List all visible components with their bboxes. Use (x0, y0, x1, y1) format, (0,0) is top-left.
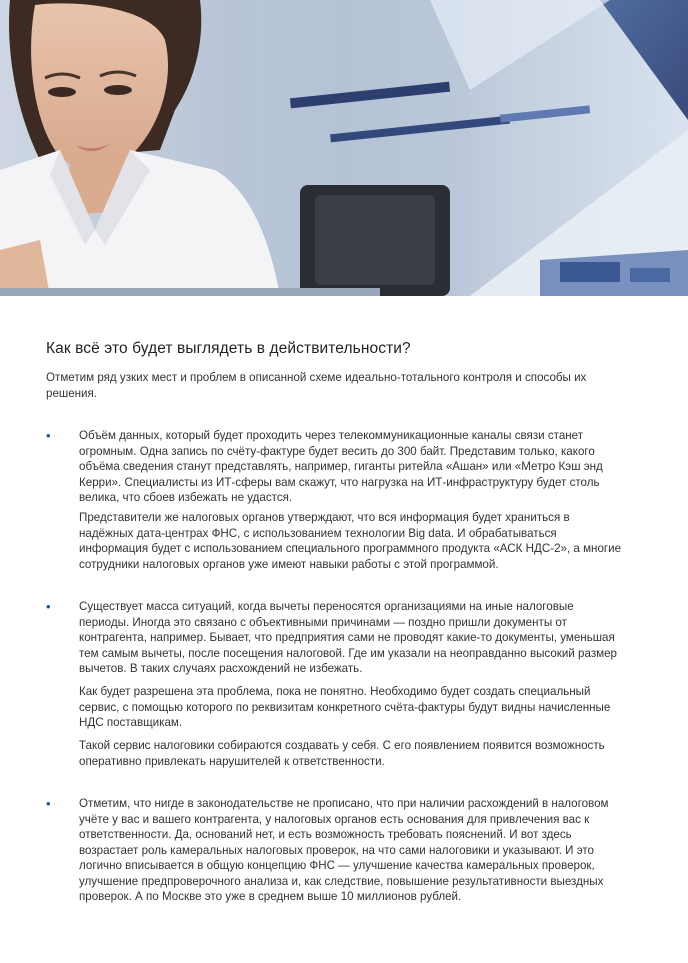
bullet-dot-icon: • (46, 428, 51, 443)
bullet-paragraph: Существует масса ситуаций, когда вычеты переносятся организациями на иные налоговые периоды. Иногда это связано с объективными причинами — поздно пришли документы от контрагента, например. Бывает, что предприятия сами не проводят какие-то документы, уменьшая тем самым вычеты, после посещения налоговой. Где им указали на неоправданно высокий размер вычетов. В таких случаях расхождений не избежать. (79, 600, 618, 675)
bullet-dot-icon: • (46, 796, 51, 811)
bullet-paragraph: Объём данных, который будет проходить через телекоммуникационные каналы связи станет огромным. Одна запись по счёту-фактуре будет весить до 300 байт. Представим только, какого объёма сведения станут представлять, например, гиганты ритейла «Ашан» или «Метро Кэш энд Керри». Специалисты из ИТ-сферы вам скажут, что нагрузка на ИТ-инфраструктуру будет столь велика, что сбоев избежать не удастся. (79, 429, 603, 504)
bullet-dot-icon: • (46, 599, 51, 614)
article-heading: Как всё это будет выглядеть в действительности? (46, 340, 411, 357)
bullet-paragraph: Такой сервис налоговики собираются создавать у себя. С его появлением появится возможность оперативно привлекать нарушителей к ответственности. (79, 739, 605, 768)
article (0, 296, 688, 963)
hero-illustration (0, 0, 688, 296)
article-intro: Отметим ряд узких мест и проблем в описанной схеме идеально-тотального контроля и способы их решения. (46, 371, 587, 400)
bullet-paragraph: Отметим, что нигде в законодательстве не прописано, что при наличии расхождений в налоговом учёте у вас и вашего контрагента, у налоговых органов есть основания для привлечения вас к ответственности. Да, оснований нет, и есть возможность требовать пояснений. И вот здесь возрастает роль камеральных налоговых проверок, на что сами налоговики и указывают. И это логично вписывается в общую концепцию ФНС — улучшение качества камеральных проверок, улучшение предпроверочного анализа и, как следствие, повышение результативности выездных проверок. А по Москве это уже в среднем выше 10 миллионов рублей. (79, 797, 609, 903)
hero-image (0, 0, 688, 296)
bullet-paragraph: Как будет разрешена эта проблема, пока не понятно. Необходимо будет создать специальный сервис, с помощью которого по реквизитам конкретного счёта-фактуры будут видны начисленные НДС поставщикам. (79, 685, 611, 729)
bullet-paragraph: Представители же налоговых органов утверждают, что вся информация будет храниться в надёжных дата-центрах ФНС, с использованием технологии Big data. И обрабатываться информация будет с использованием специального программного продукта «АСК НДС-2», а многие сотрудники налоговых органов уже имеют навыки работы с этой программой. (79, 511, 622, 571)
